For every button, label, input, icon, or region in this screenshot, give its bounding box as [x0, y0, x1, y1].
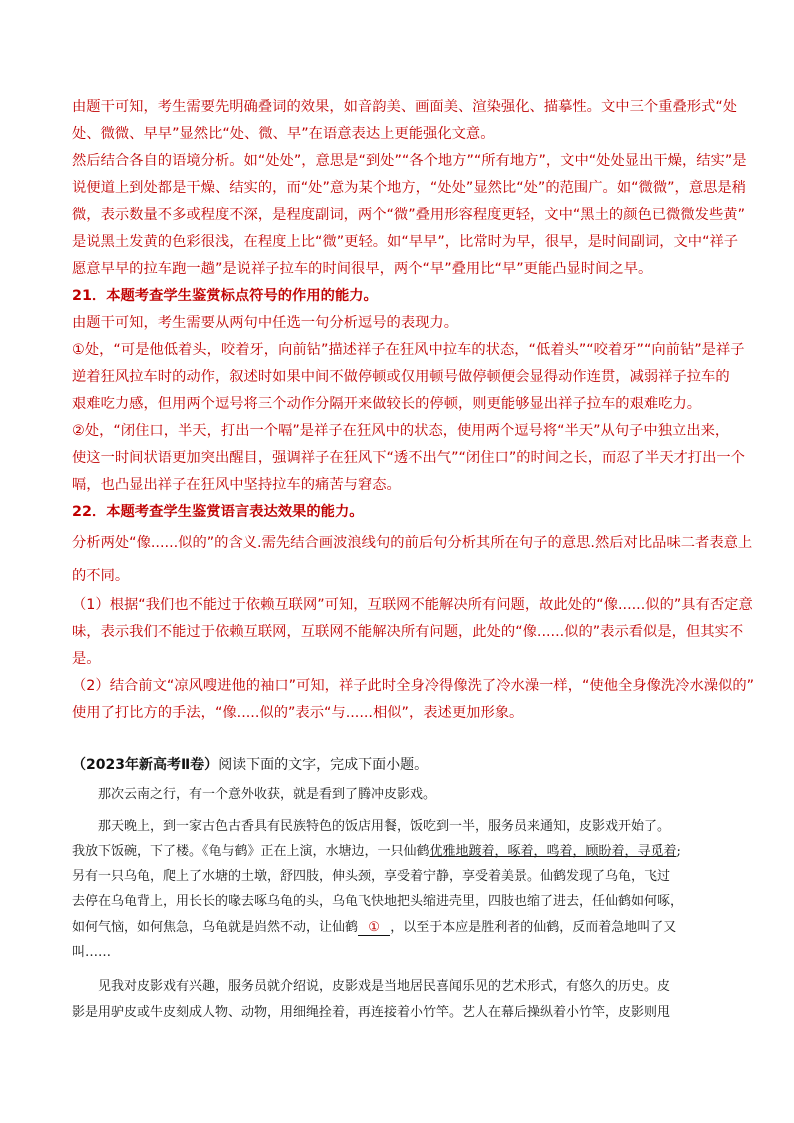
- passage-line: 见我对皮影戏有兴趣，服务员就介绍说，皮影戏是当地居民喜闻乐见的艺术形式，有悠久的历史。皮: [98, 979, 671, 994]
- answer-line: 逆着狂风拉车时的动作，叙述时如果中间不做停顿或仅用顿号做停顿便会显得动作连贯，减弱祥子拉车的: [72, 369, 730, 385]
- passage-line: 叫……: [72, 945, 112, 960]
- passage-text: ，以至于本应是胜利者的仙鹤，反而着急地叫了又: [390, 920, 677, 935]
- answer-line: （1）根据“我们也不能过于依赖互联网”可知，互联网不能解决所有问题，故此处的“像......似的”具有否定意: [72, 597, 753, 613]
- passage-line: [72, 840, 732, 859]
- answer-line: 使用了打比方的手法，“像.....似的”表示“与......相似”，表述更加形象。: [72, 705, 524, 721]
- passage-line: 影是用驴皮或牛皮刻成人物、动物，用细绳拴着，再连接着小竹竿。艺人在幕后操纵着小竹竿，皮影则甩: [72, 1005, 671, 1020]
- passage-line: 另有一只乌龟，爬上了水塘的土墩，舒四肢，伸头颈，享受着宁静，享受着美景。仙鹤发现了乌龟，飞过: [72, 869, 671, 884]
- answer-line: 微，表示数量不多或程度不深，是程度副词，两个“微”叠用形容程度更轻，文中“黑土的颜色已微微发些黄”: [72, 207, 745, 223]
- answer-line: 使这一时间状语更加突出醒目，强调祥子在狂风下“透不出气”“闭住口”的时间之长，而忍了半天才打出一个: [72, 450, 745, 466]
- answer-line: 嗝，也凸显出祥子在狂风中坚持拉车的痛苦与窘态。: [72, 477, 401, 493]
- blank-number: ①: [368, 920, 380, 935]
- passage-text: ;: [676, 844, 681, 859]
- answer-line: ①处，“可是他低着头，咬着牙，向前钻”描述祥子在狂风中拉车的状态，“低着头”“咬着牙”“向前钻”是祥子: [72, 342, 745, 358]
- exam-source: （2023年新高考Ⅱ卷）: [72, 757, 219, 773]
- passage-header: [72, 754, 732, 774]
- answer-line: 由题干可知，考生需要先明确叠词的效果，如音韵美、画面美、渲染强化、描摹性。文中三个重叠形式“处: [72, 99, 738, 115]
- answer-line: 然后结合各自的语境分析。如“处处”，意思是“到处”“各个地方”“所有地方”，文中“处处显出干燥，结实”是: [72, 153, 747, 169]
- underlined-sentence: 优雅地踱着，啄着，鸣着，顾盼着，寻觅着: [429, 844, 677, 859]
- answer-line: 由题干可知，考生需要从两句中任选一句分析逗号的表现力。: [72, 315, 459, 331]
- fill-in-blank: [358, 920, 390, 936]
- passage-line: 去停在乌龟背上，用长长的喙去啄乌龟的头，乌龟飞快地把头缩进壳里，四肢也缩了进去，任仙鹤如何啄，: [72, 894, 684, 909]
- answer-line: 愿意早早的拉车跑一趟”是说祥子拉车的时间很早，两个“早”叠用比“早”更能凸显时间之早。: [72, 261, 653, 277]
- passage-line: [72, 916, 732, 936]
- answer-line: ②处，“闭住口，半天，打出一个嗝”是祥子在狂风中的状态，使用两个逗号将“半天”从句子中独立出来，: [72, 423, 730, 439]
- passage-text: 我放下饭碗，下了楼。《龟与鹤》正在上演，水塘边，一只仙鹤: [72, 844, 430, 859]
- answer-line: 是。: [72, 651, 101, 667]
- passage-instruction: 阅读下面的文字，完成下面小题。: [218, 757, 429, 773]
- answer-line: 是说黑土发黄的色彩很浅，在程度上比“微”更轻。如“早早”，比常时为早，很早，是时间副词，文中“祥子: [72, 234, 739, 250]
- passage-line: 那天晚上，到一家古色古香具有民族特色的饭店用餐，饭吃到一半，服务员来通知，皮影戏开始了。: [98, 819, 671, 834]
- question-22-heading: 22．本题考查学生鉴赏语言表达效果的能力。: [72, 504, 364, 520]
- answer-line: 的不同。: [72, 568, 130, 584]
- passage-paragraph-1: 那次云南之行，有一个意外收获，就是看到了腾冲皮影戏。: [98, 787, 437, 802]
- answer-line: （2）结合前文“凉风嗖进他的袖口”可知，祥子此时全身冷得像洗了冷水澡一样，“使他全身像洗冷水澡似的”: [72, 678, 755, 694]
- answer-line: 说便道上到处都是干燥、结实的，而“处”意为某个地方，“处处”显然比“处”的范围广。如“微微”，意思是稍: [72, 180, 747, 196]
- answer-line: 艰难吃力感，但用两个逗号将三个动作分隔开来做较长的停顿，则更能够显出祥子拉车的艰难吃力。: [72, 396, 702, 412]
- passage-text: 如何气恼，如何焦急，乌龟就是岿然不动，让仙鹤: [72, 920, 359, 935]
- answer-line: 味，表示我们不能过于依赖互联网，互联网不能解决所有问题，此处的“像......似的”表示看似是，但其实不: [72, 624, 744, 640]
- answer-line: 分析两处“像......似的”的含义.需先结合画波浪线句的前后句分析其所在句子的意思.然后对比品味二者表意上: [72, 535, 753, 551]
- answer-line: 处、微微、早早”显然比“处、微、早”在语意表达上更能强化文意。: [72, 126, 495, 142]
- question-21-heading: 21．本题考查学生鉴赏标点符号的作用的能力。: [72, 288, 378, 304]
